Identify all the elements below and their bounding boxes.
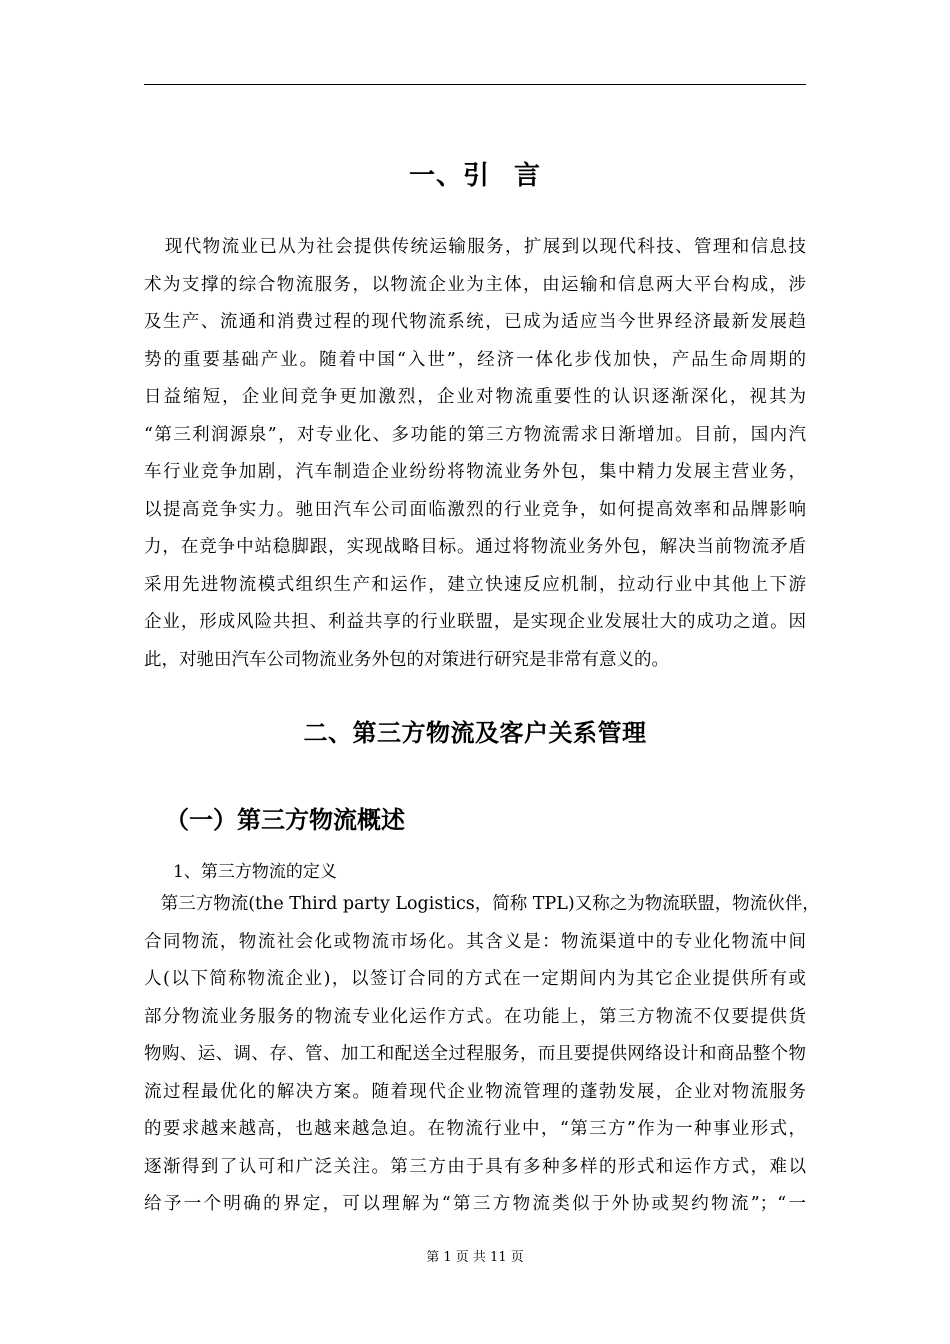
section-heading-part2: 言 [514,161,542,191]
paragraph-line: 术为支撑的综合物流服务，以物流企业为主体，由运输和信息两大平台构成，涉 [144,274,806,295]
paragraph-line: 的要求越来越高，也越来越急迫。在物流行业中，“第三方”作为一种事业形式， [144,1119,806,1139]
paragraph-line: 现代物流业已从为社会提供传统运输服务，扩展到以现代科技、管理和信息技 [144,237,806,257]
tpl-definition-paragraph [144,886,820,1224]
paragraph-line: 及生产、流通和消费过程的现代物流系统，已成为适应当今世界经济最新发展趋 [144,312,806,332]
paragraph-line: 逐渐得到了认可和广泛关注。第三方由于具有多种多样的形式和运作方式，难以 [144,1156,806,1177]
paragraph-line: 以提高竞争实力。驰田汽车公司面临激烈的行业竞争，如何提高效率和品牌影响 [144,499,806,520]
introduction-paragraph [144,229,806,679]
paragraph-line: 此，对驰田汽车公司物流业务外包的对策进行研究是非常有意义的。 [144,649,669,670]
paragraph-line: 给予一个明确的界定，可以理解为“第三方物流类似于外协或契约物流”；“一 [144,1194,806,1214]
paragraph-line: 物购、运、调、存、管、加工和配送全过程服务，而且要提供网络设计和商品整个物 [144,1044,806,1064]
page-number-footer: 第 1 页 共 11 页 [426,1250,524,1265]
header-rule [144,84,806,85]
subsection-heading: （一）第三方物流概述 [165,805,405,834]
paragraph-line: 流过程最优化的解决方案。随着现代企业物流管理的蓬勃发展，企业对物流服务 [144,1081,806,1102]
paragraph-line: 第三方物流(the Third party Logistics，简称 TPL)又称之为物流联盟，物流伙伴， [144,894,820,914]
section-heading-tpl-crm: 二、第三方物流及客户关系管理 [303,718,647,747]
paragraph-line: 力，在竞争中站稳脚跟，实现战略目标。通过将物流业务外包，解决当前物流矛盾 [144,537,806,557]
paragraph-line: 势的重要基础产业。随着中国“入世”，经济一体化步伐加快，产品生命周期的 [144,349,806,370]
paragraph-line: 部分物流业务服务的物流专业化运作方式。在功能上，第三方物流不仅要提供货 [144,1006,806,1027]
paragraph-line: “第三利润源泉”，对专业化、多功能的第三方物流需求日渐增加。目前，国内汽 [144,424,806,445]
paragraph-line: 车行业竞争加剧，汽车制造企业纷纷将物流业务外包，集中精力发展主营业务， [144,462,806,482]
paragraph-line: 企业，形成风险共担、利益共享的行业联盟，是实现企业发展壮大的成功之道。因 [144,612,806,632]
item-heading: 1、第三方物流的定义 [173,862,337,882]
paragraph-line: 采用先进物流模式组织生产和运作，建立快速反应机制，拉动行业中其他上下游 [144,574,806,595]
section-heading-introduction [144,155,806,192]
paragraph-line: 日益缩短，企业间竞争更加激烈，企业对物流重要性的认识逐渐深化，视其为 [144,387,806,407]
paragraph-line: 人(以下简称物流企业)，以签订合同的方式在一定期间内为其它企业提供所有或 [144,969,806,989]
section-heading-part1: 一、引 [408,161,490,191]
paragraph-line: 合同物流，物流社会化或物流市场化。其含义是：物流渠道中的专业化物流中间 [144,931,806,952]
